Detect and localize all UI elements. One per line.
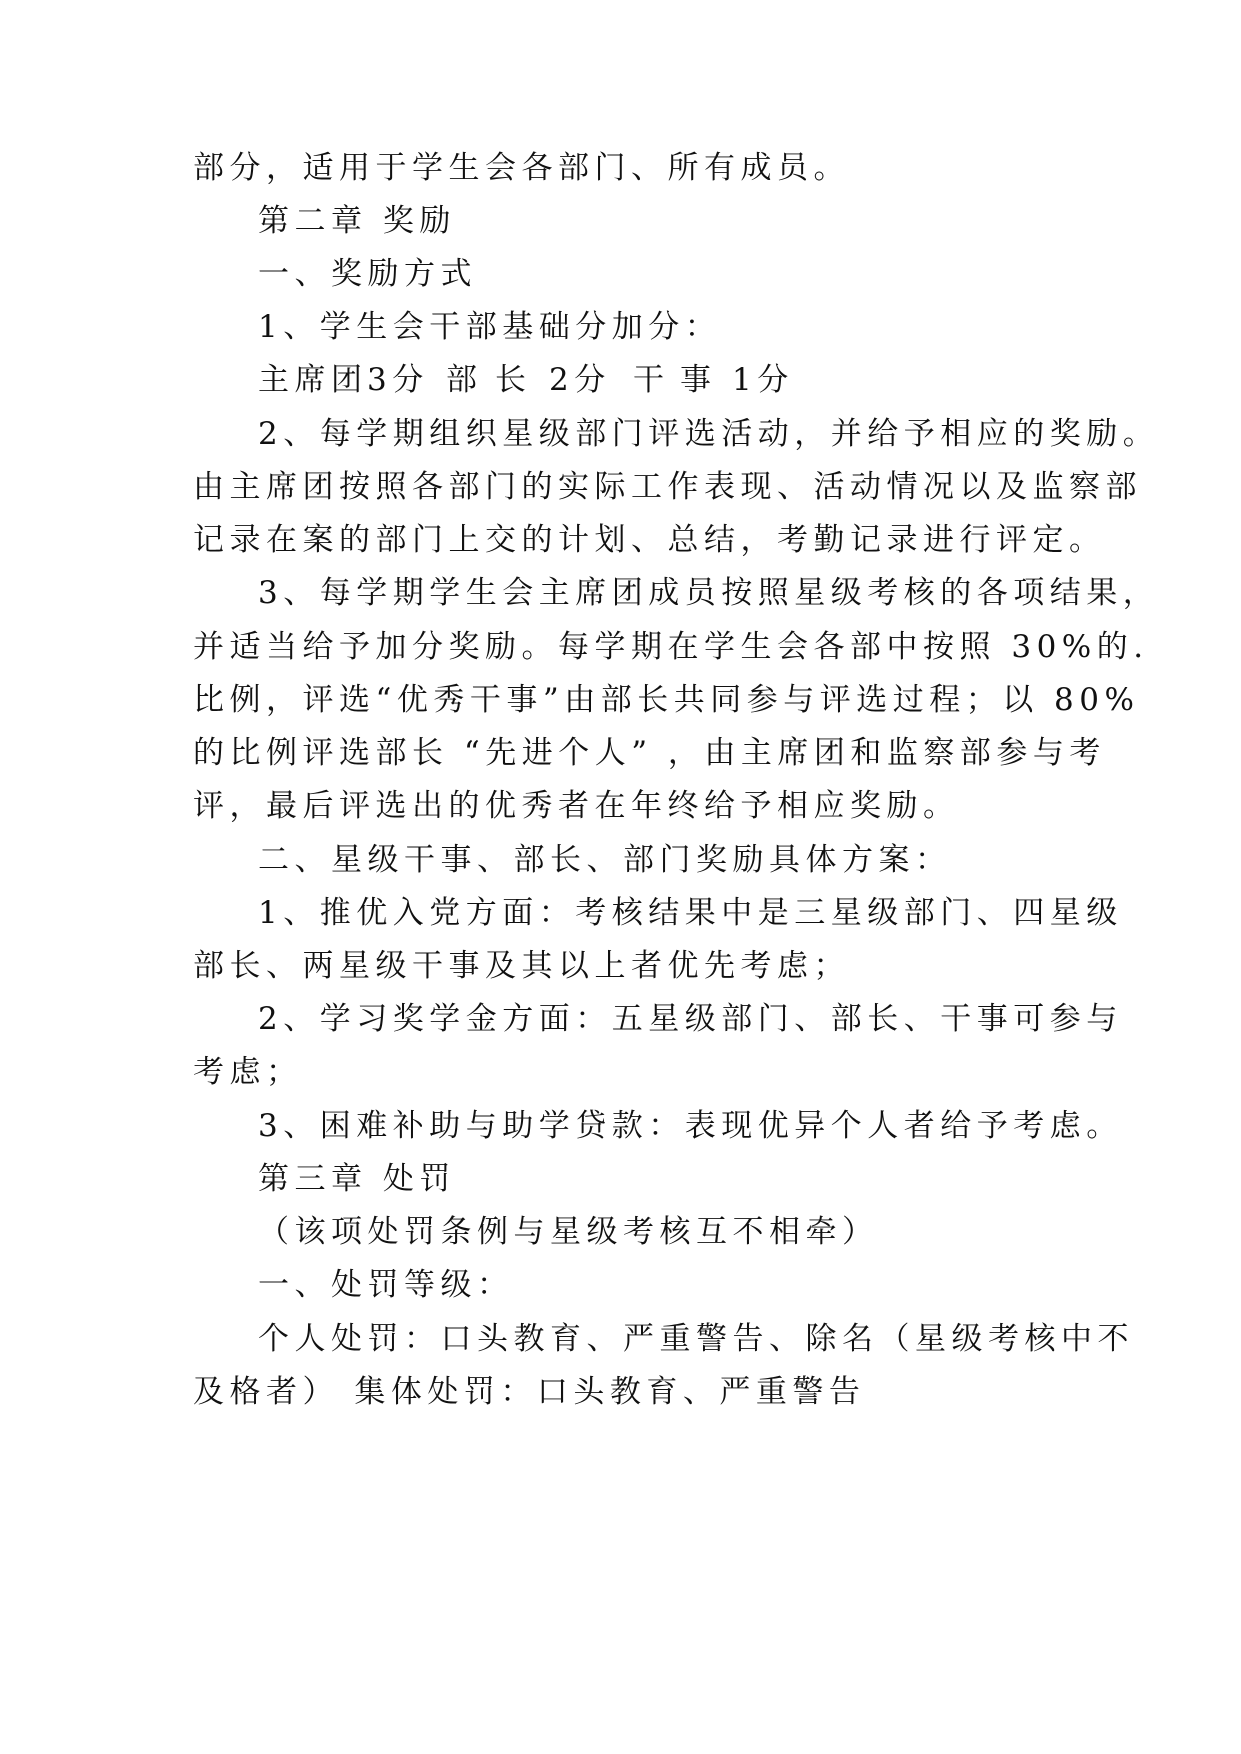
section-heading: 一、处罚等级： bbox=[258, 1267, 514, 1303]
paragraph-line: 比例，评选“优秀干事”由部长共同参与评选过程；以 80% bbox=[193, 682, 1140, 718]
paragraph-line: 的比例评选部长 “先进个人” ，由主席团和监察部参与考 bbox=[193, 735, 1106, 771]
section-heading: 一、奖励方式 bbox=[258, 256, 477, 292]
list-item: 3、每学期学生会主席团成员按照星级考核的各项结果， bbox=[258, 575, 1160, 611]
list-item: 3、困难补助与助学贷款：表现优异个人者给予考虑。 bbox=[258, 1108, 1123, 1144]
chapter-heading: 第二章 奖励 bbox=[258, 203, 456, 239]
paragraph-line: 及格者） 集体处罚：口头教育、严重警告 bbox=[193, 1374, 866, 1410]
officer-label-part-2: 事 bbox=[680, 362, 711, 398]
minister-label-part-1: 部 bbox=[446, 362, 477, 398]
chair-label: 主席团 bbox=[258, 362, 368, 398]
officer-label-part-1: 干 bbox=[633, 362, 664, 398]
paragraph-line: 部分，适用于学生会各部门、所有成员。 bbox=[193, 150, 850, 186]
paragraph-line: 记录在案的部门上交的计划、总结，考勤记录进行评定。 bbox=[193, 522, 1106, 558]
list-item: 2、每学期组织星级部门评选活动，并给予相应的奖励。 bbox=[258, 416, 1160, 452]
chapter-heading: 第三章 处罚 bbox=[258, 1161, 456, 1197]
paragraph-line: 个人处罚：口头教育、严重警告、除名（星级考核中不 bbox=[258, 1321, 1134, 1357]
paragraph-line: 由主席团按照各部门的实际工作表现、活动情况以及监察部 bbox=[193, 469, 1142, 505]
section-heading: 二、星级干事、部长、部门奖励具体方案： bbox=[258, 842, 952, 878]
officer-score: 1分 bbox=[732, 362, 794, 398]
paragraph-line: 部长、两星级干事及其以上者优先考虑； bbox=[193, 948, 850, 984]
paragraph-line: 评，最后评选出的优秀者在年终给予相应奖励。 bbox=[193, 788, 960, 824]
minister-score: 2分 bbox=[549, 362, 611, 398]
list-item: 1、推优入党方面：考核结果中是三星级部门、四星级 bbox=[258, 895, 1123, 931]
chair-score: 3分 bbox=[367, 362, 429, 398]
list-item: 1、学生会干部基础分加分： bbox=[258, 309, 722, 345]
list-item: 2、学习奖学金方面：五星级部门、部长、干事可参与 bbox=[258, 1001, 1123, 1037]
minister-label-part-2: 长 bbox=[495, 362, 526, 398]
note-line: （该项处罚条例与星级考核互不相牵） bbox=[258, 1214, 879, 1250]
paragraph-line: 考虑； bbox=[193, 1054, 303, 1090]
paragraph-line: 并适当给予加分奖励。每学期在学生会各部中按照 30%的. bbox=[193, 629, 1149, 665]
